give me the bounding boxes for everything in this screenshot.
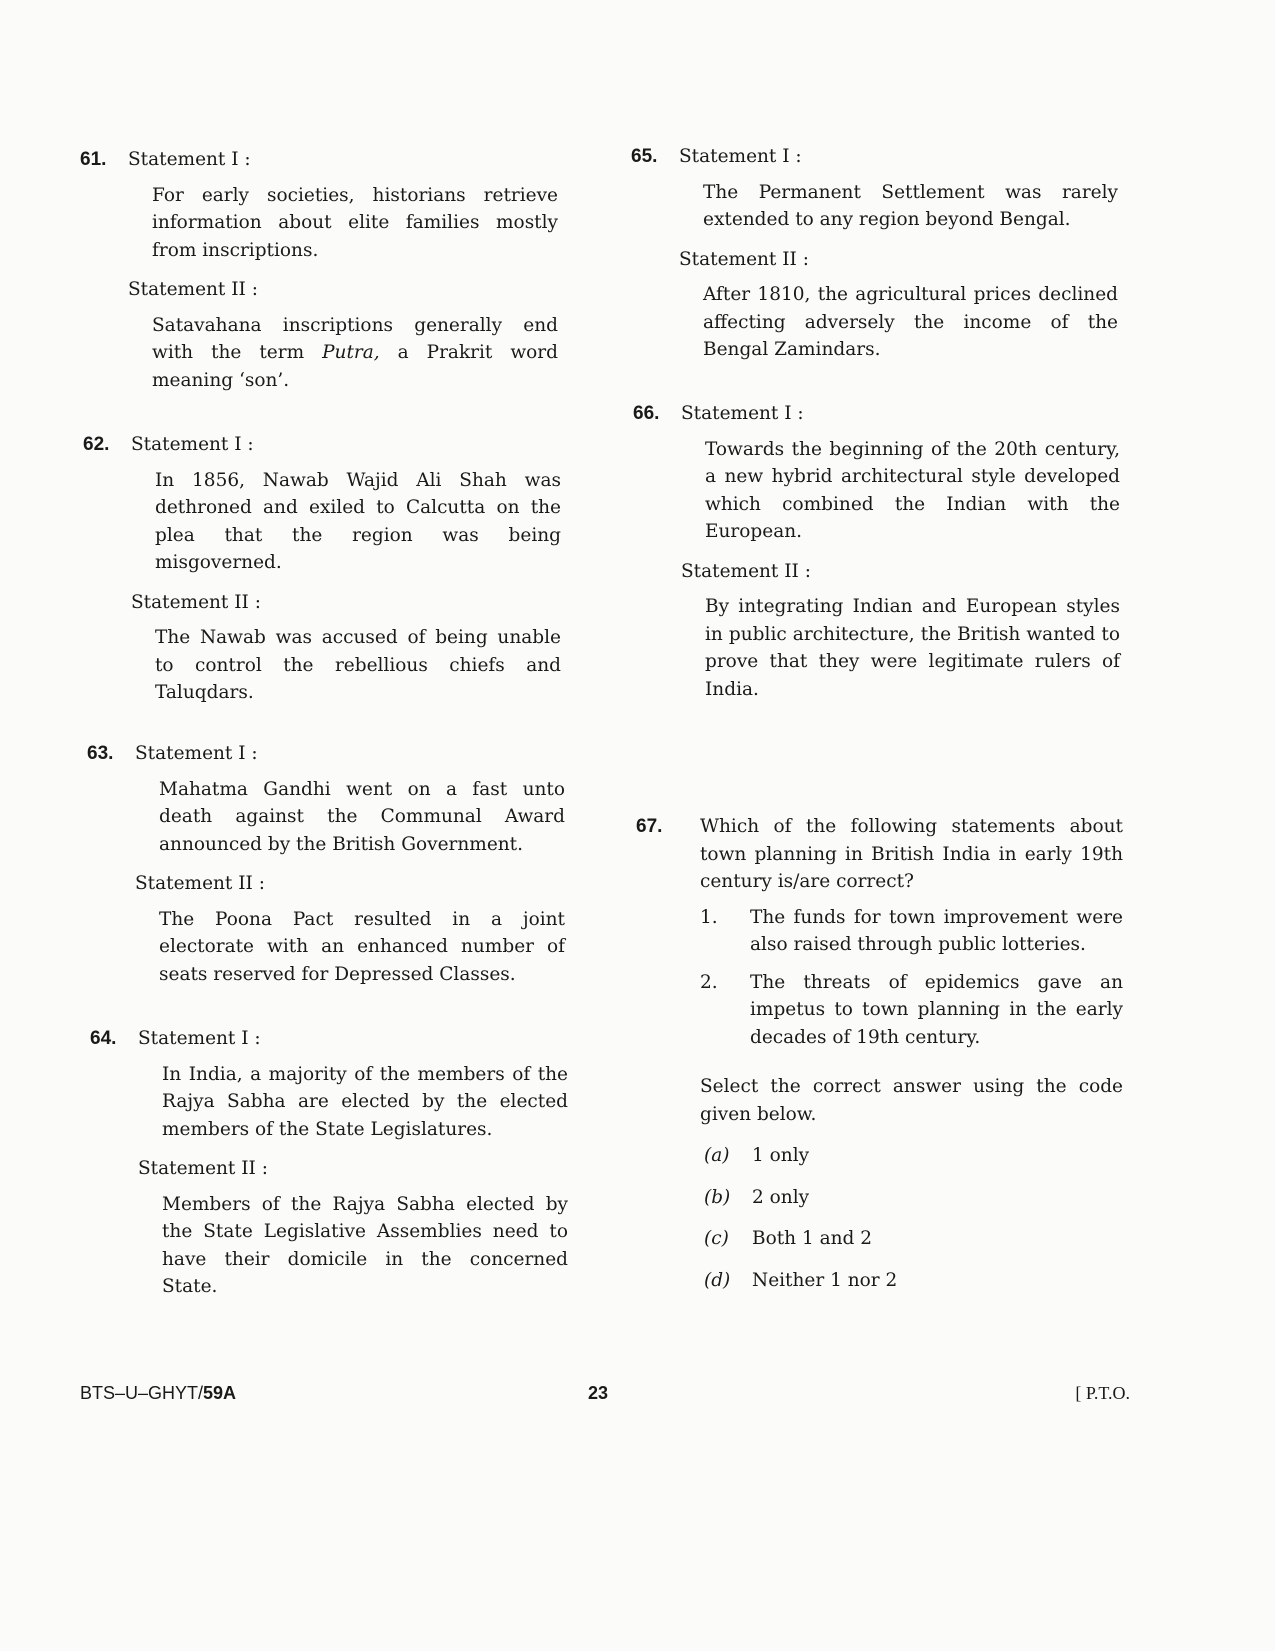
booklet-code-suffix: 59A: [203, 1383, 237, 1403]
option-key: (c): [704, 1228, 729, 1249]
option-text: 1 only: [752, 1145, 810, 1166]
question-64: [90, 1025, 568, 1313]
question-number: 62.: [83, 434, 110, 455]
please-turn-over: [ P.T.O.: [1075, 1383, 1130, 1403]
question-number: 64.: [90, 1028, 117, 1049]
option-key: (d): [704, 1269, 731, 1291]
question-61: [80, 146, 558, 406]
booklet-code: [80, 1383, 236, 1404]
statement-1-label: Statement I :: [681, 403, 804, 424]
item-text: The threats of epidemics gave an impetus to town planning in the early decades of 19th century.: [750, 971, 1123, 1048]
option-text: Both 1 and 2: [752, 1228, 873, 1249]
statement-2-text: The Nawab was accused of being unable to control the rebellious chiefs and Taluqdars.: [155, 627, 561, 703]
option-b[interactable]: [704, 1184, 1123, 1212]
page-footer: [80, 1383, 1130, 1413]
statement-1-text: For early societies, historians retrieve information about elite families mostly from inscriptions.: [152, 184, 558, 261]
statement-2-label: Statement II :: [131, 591, 261, 613]
statement-2-label: Statement II :: [679, 248, 809, 270]
item-number: 1.: [700, 906, 718, 928]
question-number: 61.: [80, 149, 107, 170]
statement-2-text: [152, 312, 558, 395]
statement-2-label: Statement II :: [128, 279, 258, 300]
question-63: [87, 740, 565, 1000]
question-number: 66.: [633, 403, 660, 424]
answer-instruction: Select the correct answer using the code given below.: [700, 1076, 1123, 1125]
statement-1-text: The Permanent Settlement was rarely extended to any region beyond Bengal.: [703, 181, 1118, 230]
booklet-code-prefix: BTS–U–GHYT/: [80, 1383, 204, 1403]
statement-2-text: Members of the Rajya Sabha elected by the State Legislative Assemblies need to have their domicile in the concerned State.: [162, 1193, 568, 1297]
statement-1-label: Statement I :: [128, 149, 251, 170]
statement-1-text: In India, a majority of the members of the Rajya Sabha are elected by the elected members of the State Legislatures.: [162, 1063, 568, 1140]
question-stem: Which of the following statements about town planning in British India in early 19th century is/are correct?: [700, 816, 1123, 892]
statement-1-text: Mahatma Gandhi went on a fast unto death against the Communal Award announced by the British Government.: [159, 778, 565, 855]
statement-1-label: Statement I :: [679, 146, 802, 167]
statement-1-label: Statement I :: [135, 743, 258, 764]
statement-2-label: Statement II :: [138, 1158, 268, 1179]
statement-2-text-part: a Prakrit word meaning ‘son’.: [152, 342, 558, 391]
page-number: 23: [588, 1383, 609, 1403]
question-66: [633, 400, 1120, 715]
option-text: 2 only: [752, 1186, 810, 1208]
statement-2-label: Statement II :: [135, 873, 265, 894]
question-67: [636, 813, 1123, 1294]
question-65: [631, 143, 1118, 376]
statement-item: [700, 969, 1123, 1052]
question-number: 65.: [631, 146, 658, 167]
question-62: [83, 431, 561, 719]
statement-1-label: Statement I :: [131, 434, 254, 455]
item-text: The funds for town improvement were also raised through public lotteries.: [750, 906, 1123, 955]
statement-2-label: Statement II :: [681, 560, 811, 582]
question-number: 63.: [87, 743, 114, 764]
statement-2-text: The Poona Pact resulted in a joint electorate with an enhanced number of seats reserved for Depressed Classes.: [159, 908, 565, 985]
option-a[interactable]: [704, 1142, 1123, 1170]
statement-1-text: Towards the beginning of the 20th century, a new hybrid architectural style developed which combined the Indian with the European.: [705, 438, 1120, 542]
statement-1-text: In 1856, Nawab Wajid Ali Shah was dethroned and exiled to Calcutta on the plea that the region was being misgoverned.: [155, 469, 561, 573]
statement-item: [700, 904, 1123, 959]
option-key: (a): [704, 1145, 730, 1166]
statement-2-text: By integrating Indian and European styles in public architecture, the British wanted to prove that they were legitimate rulers of India.: [705, 596, 1120, 700]
question-number: 67.: [636, 816, 663, 837]
statement-2-text-part: Satavahana inscriptions generally end with the term: [152, 314, 558, 363]
option-d[interactable]: [704, 1267, 1123, 1295]
statement-1-label: Statement I :: [138, 1028, 261, 1049]
statement-2-text: After 1810, the agricultural prices declined affecting adversely the income of the Bengal Zamindars.: [703, 284, 1118, 360]
item-number: 2.: [700, 971, 718, 993]
option-c[interactable]: [704, 1225, 1123, 1253]
option-key: (b): [704, 1186, 731, 1208]
option-text: Neither 1 nor 2: [752, 1269, 898, 1291]
statement-2-italic-term: Putra,: [322, 342, 380, 363]
